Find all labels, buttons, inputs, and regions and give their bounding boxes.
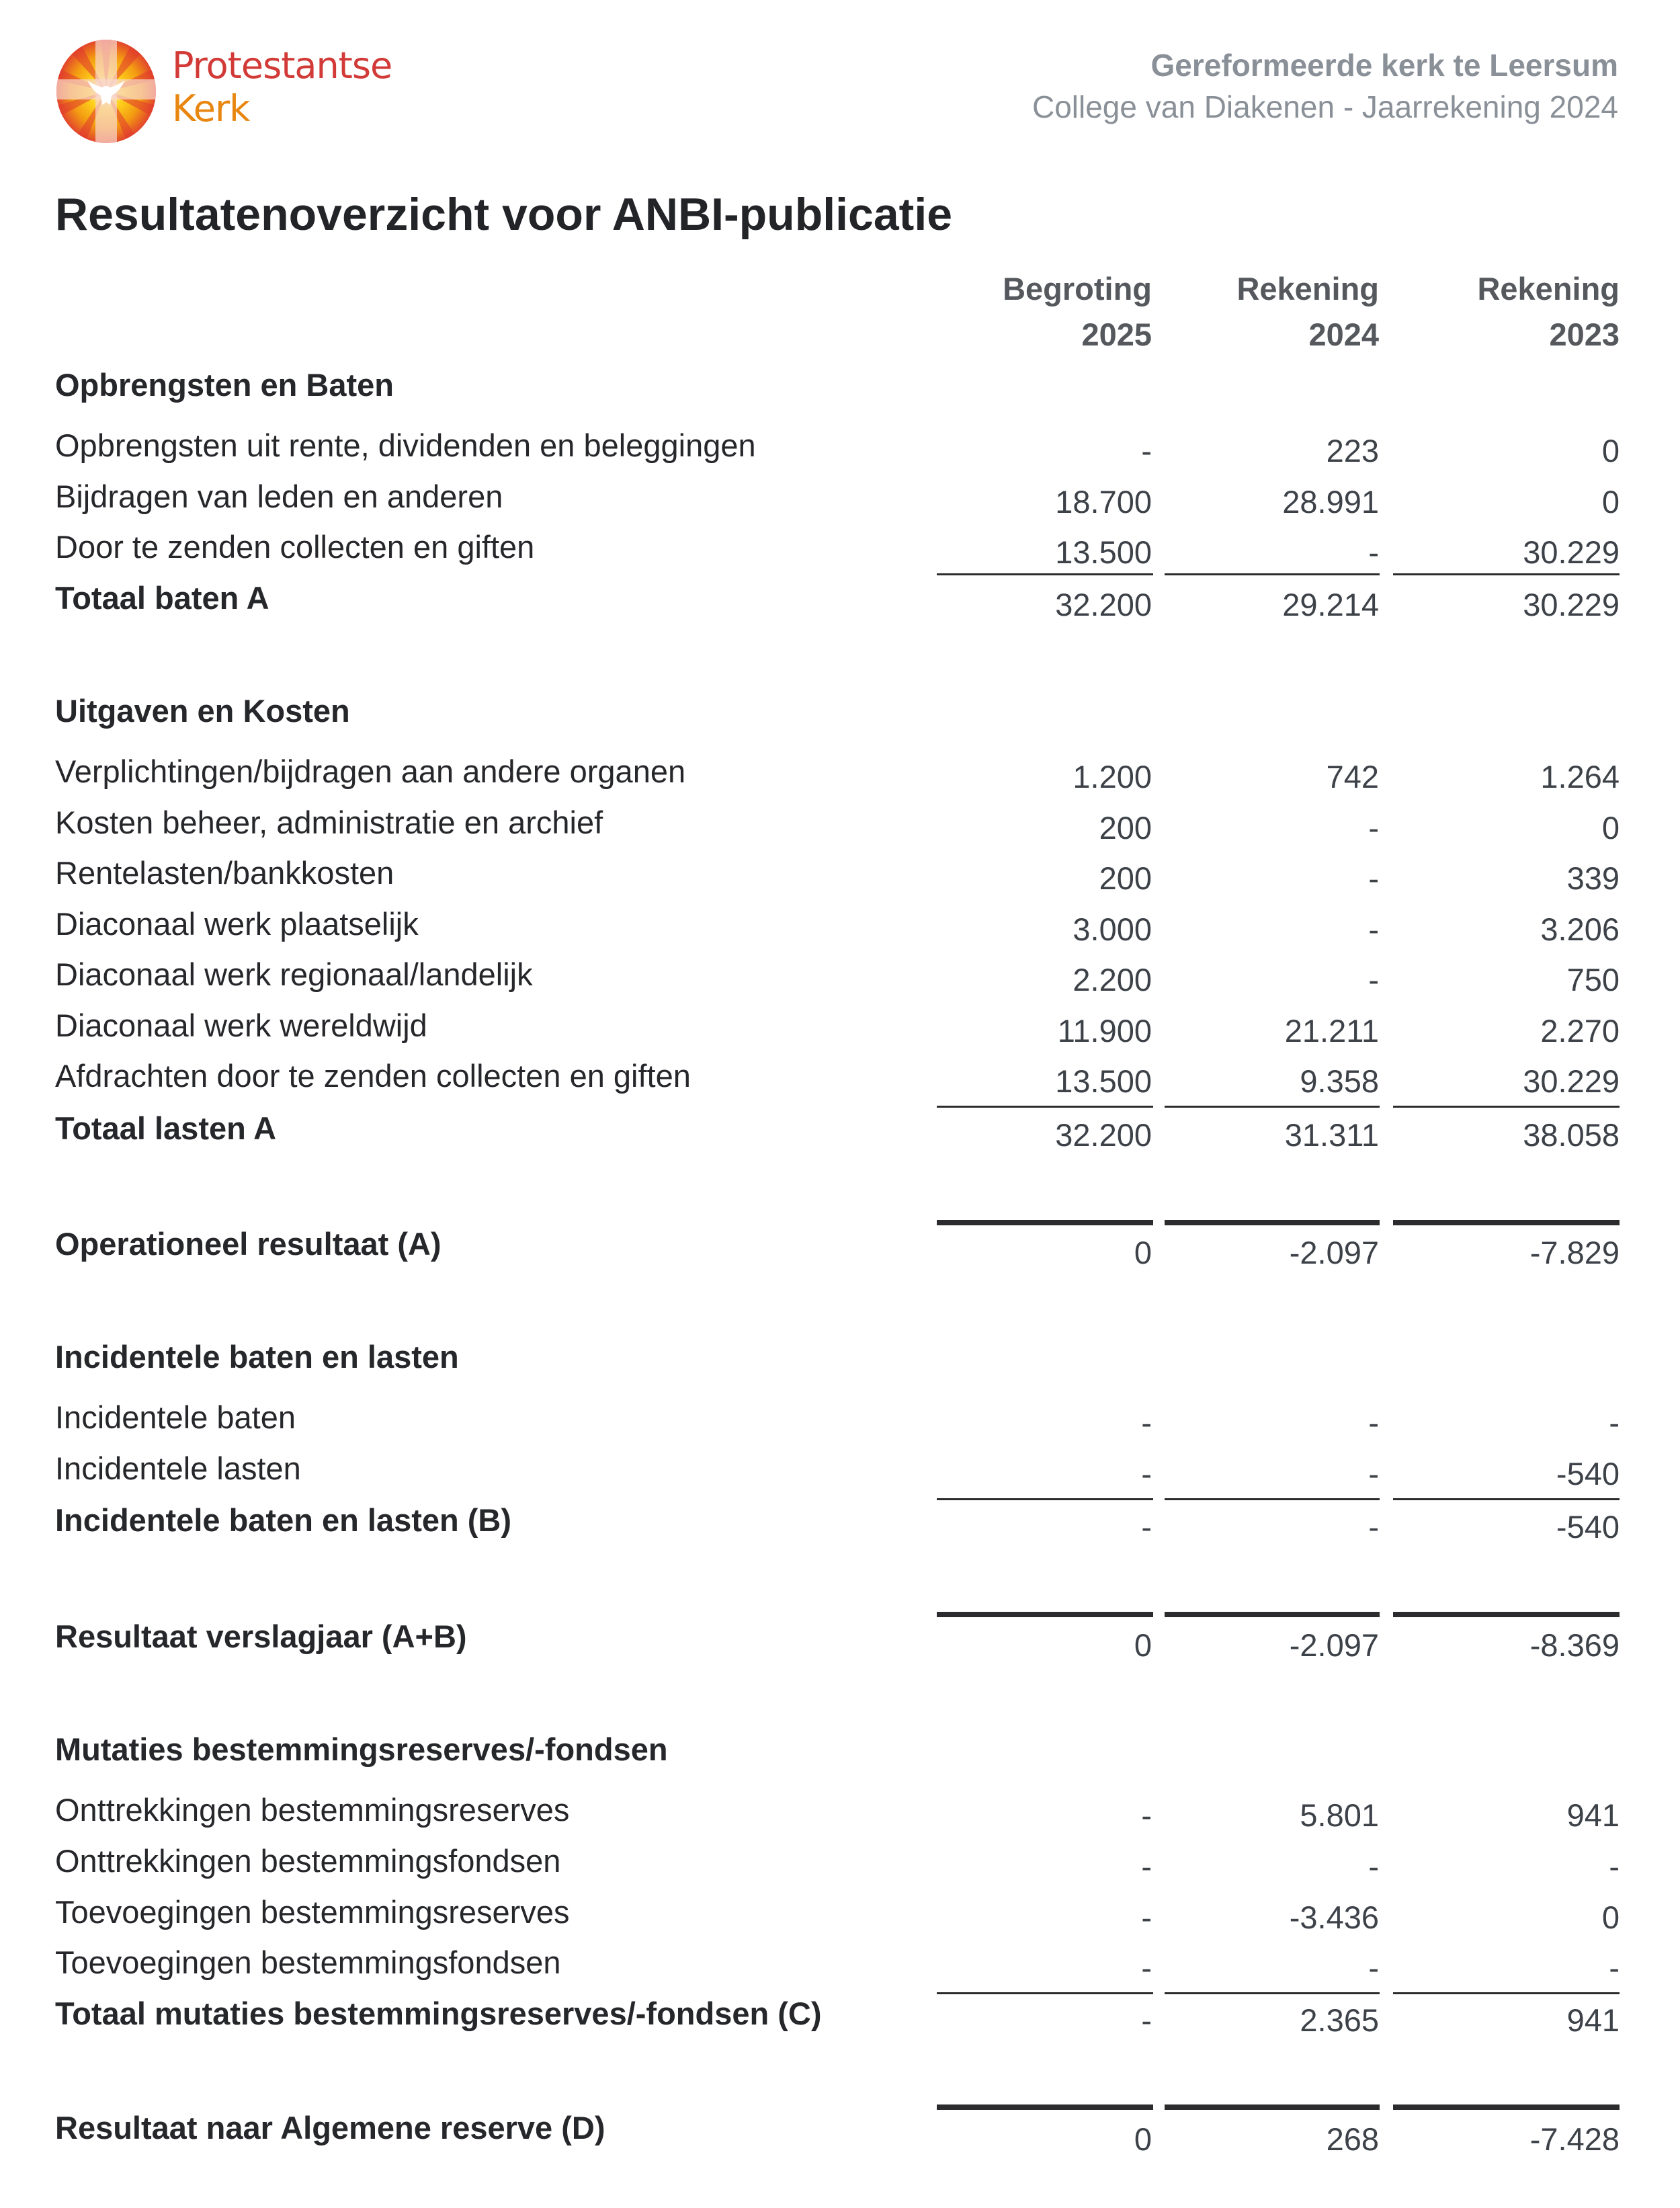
column-header-line1: Rekening bbox=[1477, 271, 1620, 306]
column-header-line2: 2025 bbox=[1081, 317, 1152, 352]
value-rekening-2023: 0 bbox=[1601, 1899, 1620, 1935]
value-rekening-2023: 0 bbox=[1601, 810, 1620, 846]
total-begroting-2025: 32.200 bbox=[1055, 1117, 1152, 1153]
result-divider bbox=[1165, 1612, 1380, 1617]
value-rekening-2023: - bbox=[1609, 1848, 1620, 1884]
value-begroting-2025: 2.200 bbox=[1073, 962, 1152, 997]
row-label: Afdrachten door te zenden collecten en giften bbox=[55, 1058, 691, 1094]
value-begroting-2025: 18.700 bbox=[1055, 484, 1152, 520]
total-label: Totaal baten A bbox=[55, 580, 269, 616]
value-rekening-2024: 5.801 bbox=[1300, 1797, 1379, 1833]
result-divider bbox=[937, 1220, 1153, 1225]
subtotal-divider bbox=[1165, 573, 1380, 575]
column-header-rekening-2024 bbox=[1168, 266, 1379, 358]
row-label: Diaconaal werk regionaal/landelijk bbox=[55, 956, 533, 992]
row-label: Diaconaal werk wereldwijd bbox=[55, 1008, 427, 1043]
column-header-line2: 2024 bbox=[1308, 317, 1379, 352]
value-rekening-2024: -3.436 bbox=[1289, 1899, 1379, 1935]
subtotal-divider bbox=[937, 573, 1153, 575]
row-label: Opbrengsten uit rente, dividenden en beleggingen bbox=[55, 427, 756, 463]
value-begroting-2025: - bbox=[1141, 1797, 1152, 1833]
value-begroting-2025: - bbox=[1141, 1899, 1152, 1935]
result-label: Operationeel resultaat (A) bbox=[55, 1226, 442, 1262]
value-begroting-2025: - bbox=[1141, 433, 1152, 468]
result-divider bbox=[1393, 1612, 1620, 1617]
section-heading-opbrengsten: Opbrengsten en Baten bbox=[55, 367, 394, 403]
value-rekening-2023: 750 bbox=[1566, 962, 1620, 997]
value-begroting-2025: - bbox=[1141, 1405, 1152, 1440]
value-begroting-2025: 200 bbox=[1099, 860, 1152, 896]
value-rekening-2024: - bbox=[1368, 962, 1379, 997]
logo-text-kerk: Kerk bbox=[172, 87, 250, 130]
result-divider bbox=[1393, 1220, 1620, 1225]
value-rekening-2024: - bbox=[1368, 810, 1379, 846]
total-label: Totaal mutaties bestemmingsreserves/-fondsen (C) bbox=[55, 1996, 822, 2031]
value-rekening-2024: - bbox=[1368, 1456, 1379, 1491]
subtotal-divider bbox=[1393, 573, 1620, 575]
row-label: Toevoegingen bestemmingsfondsen bbox=[55, 1945, 561, 1980]
result-rekening-2024: -2.097 bbox=[1289, 1627, 1379, 1663]
result-divider bbox=[1393, 2104, 1620, 2110]
protestantse-kerk-logo-icon bbox=[54, 39, 159, 144]
value-begroting-2025: 1.200 bbox=[1073, 759, 1152, 794]
value-rekening-2023: 941 bbox=[1566, 1797, 1620, 1833]
value-rekening-2023: - bbox=[1609, 1405, 1620, 1440]
page-title: Resultatenoverzicht voor ANBI-publicatie bbox=[55, 189, 953, 240]
row-label: Diaconaal werk plaatselijk bbox=[55, 906, 419, 942]
subtotal-divider bbox=[1393, 1992, 1620, 1994]
subtotal-divider bbox=[1165, 1106, 1380, 1108]
result-label: Resultaat naar Algemene reserve (D) bbox=[55, 2110, 605, 2145]
row-label: Onttrekkingen bestemmingsreserves bbox=[55, 1792, 570, 1828]
value-rekening-2024: 9.358 bbox=[1300, 1063, 1379, 1099]
subtotal-divider bbox=[937, 1992, 1153, 1994]
result-divider bbox=[1165, 1220, 1380, 1225]
value-rekening-2023: 339 bbox=[1566, 860, 1620, 896]
section-heading-mutaties: Mutaties bestemmingsreserves/-fondsen bbox=[55, 1731, 668, 1767]
value-rekening-2023: - bbox=[1609, 1950, 1620, 1986]
value-rekening-2023: 3.206 bbox=[1540, 911, 1620, 947]
value-rekening-2024: 223 bbox=[1326, 433, 1379, 468]
value-rekening-2023: 2.270 bbox=[1540, 1013, 1620, 1049]
value-rekening-2024: - bbox=[1368, 911, 1379, 947]
value-rekening-2024: 28.991 bbox=[1282, 484, 1379, 520]
result-rekening-2023: -8.369 bbox=[1529, 1627, 1620, 1663]
value-rekening-2024: 21.211 bbox=[1284, 1013, 1379, 1049]
row-label: Verplichtingen/bijdragen aan andere organen bbox=[55, 753, 686, 789]
total-begroting-2025: - bbox=[1141, 1509, 1152, 1545]
value-begroting-2025: 11.900 bbox=[1057, 1013, 1152, 1049]
value-rekening-2024: - bbox=[1368, 1848, 1379, 1884]
value-begroting-2025: 13.500 bbox=[1055, 1063, 1152, 1099]
value-begroting-2025: 200 bbox=[1099, 810, 1152, 846]
total-rekening-2024: 29.214 bbox=[1282, 587, 1379, 622]
total-rekening-2024: 31.311 bbox=[1284, 1117, 1379, 1153]
value-begroting-2025: - bbox=[1141, 1950, 1152, 1986]
value-rekening-2023: 30.229 bbox=[1523, 1063, 1620, 1099]
total-rekening-2024: 2.365 bbox=[1300, 2002, 1379, 2038]
column-header-rekening-2023 bbox=[1398, 266, 1620, 358]
value-rekening-2023: 1.264 bbox=[1540, 759, 1620, 794]
subtotal-divider bbox=[937, 1498, 1153, 1500]
value-rekening-2023: 0 bbox=[1601, 484, 1620, 520]
section-heading-uitgaven: Uitgaven en Kosten bbox=[55, 693, 350, 729]
subtotal-divider bbox=[1393, 1106, 1620, 1108]
result-rekening-2023: -7.829 bbox=[1529, 1235, 1620, 1270]
value-rekening-2024: - bbox=[1368, 534, 1379, 570]
row-label: Rentelasten/bankkosten bbox=[55, 855, 394, 891]
organization-name: Gereformeerde kerk te Leersum bbox=[1150, 48, 1618, 83]
column-header-line1: Rekening bbox=[1236, 271, 1379, 306]
result-begroting-2025: 0 bbox=[1134, 1627, 1152, 1663]
total-label: Incidentele baten en lasten (B) bbox=[55, 1502, 512, 1538]
total-rekening-2023: 30.229 bbox=[1523, 587, 1620, 622]
total-rekening-2024: - bbox=[1368, 1509, 1379, 1545]
value-rekening-2024: - bbox=[1368, 1405, 1379, 1440]
column-header-line2: 2023 bbox=[1549, 317, 1620, 352]
value-begroting-2025: - bbox=[1141, 1456, 1152, 1491]
value-begroting-2025: 13.500 bbox=[1055, 534, 1152, 570]
result-divider bbox=[1165, 2104, 1380, 2110]
value-rekening-2024: - bbox=[1368, 860, 1379, 896]
subtotal-divider bbox=[1165, 1498, 1380, 1500]
result-rekening-2023: -7.428 bbox=[1529, 2121, 1620, 2157]
value-rekening-2023: -540 bbox=[1556, 1456, 1620, 1491]
row-label: Incidentele baten bbox=[55, 1399, 296, 1435]
row-label: Bijdragen van leden en anderen bbox=[55, 479, 503, 514]
total-rekening-2023: 941 bbox=[1566, 2002, 1620, 2038]
value-begroting-2025: - bbox=[1141, 1848, 1152, 1884]
row-label: Incidentele lasten bbox=[55, 1450, 301, 1486]
row-label: Toevoegingen bestemmingsreserves bbox=[55, 1894, 570, 1930]
result-rekening-2024: 268 bbox=[1326, 2121, 1379, 2157]
subtotal-divider bbox=[937, 1106, 1153, 1108]
logo-text-protestantse: Protestantse bbox=[172, 44, 392, 87]
column-header-begroting-2025 bbox=[941, 266, 1152, 358]
total-label: Totaal lasten A bbox=[55, 1110, 277, 1146]
subtotal-divider bbox=[1393, 1498, 1620, 1500]
section-heading-incidenteel: Incidentele baten en lasten bbox=[55, 1339, 459, 1375]
value-rekening-2023: 30.229 bbox=[1523, 534, 1620, 570]
result-divider bbox=[937, 1612, 1153, 1617]
row-label: Onttrekkingen bestemmingsfondsen bbox=[55, 1843, 561, 1879]
result-rekening-2024: -2.097 bbox=[1289, 1235, 1379, 1270]
total-rekening-2023: -540 bbox=[1556, 1509, 1620, 1545]
value-rekening-2023: 0 bbox=[1601, 433, 1620, 468]
value-begroting-2025: 3.000 bbox=[1073, 911, 1152, 947]
total-begroting-2025: - bbox=[1141, 2002, 1152, 2038]
subtotal-divider bbox=[1165, 1992, 1380, 1994]
result-divider bbox=[937, 2104, 1153, 2110]
document-subtitle: College van Diakenen - Jaarrekening 2024 bbox=[1032, 89, 1618, 124]
total-begroting-2025: 32.200 bbox=[1055, 587, 1152, 622]
result-begroting-2025: 0 bbox=[1134, 1235, 1152, 1270]
result-begroting-2025: 0 bbox=[1134, 2121, 1152, 2157]
total-rekening-2023: 38.058 bbox=[1523, 1117, 1620, 1153]
column-header-line1: Begroting bbox=[1003, 271, 1152, 306]
result-label: Resultaat verslagjaar (A+B) bbox=[55, 1619, 467, 1654]
row-label: Kosten beheer, administratie en archief bbox=[55, 805, 603, 840]
row-label: Door te zenden collecten en giften bbox=[55, 529, 535, 565]
value-rekening-2024: 742 bbox=[1326, 759, 1379, 794]
value-rekening-2024: - bbox=[1368, 1950, 1379, 1986]
